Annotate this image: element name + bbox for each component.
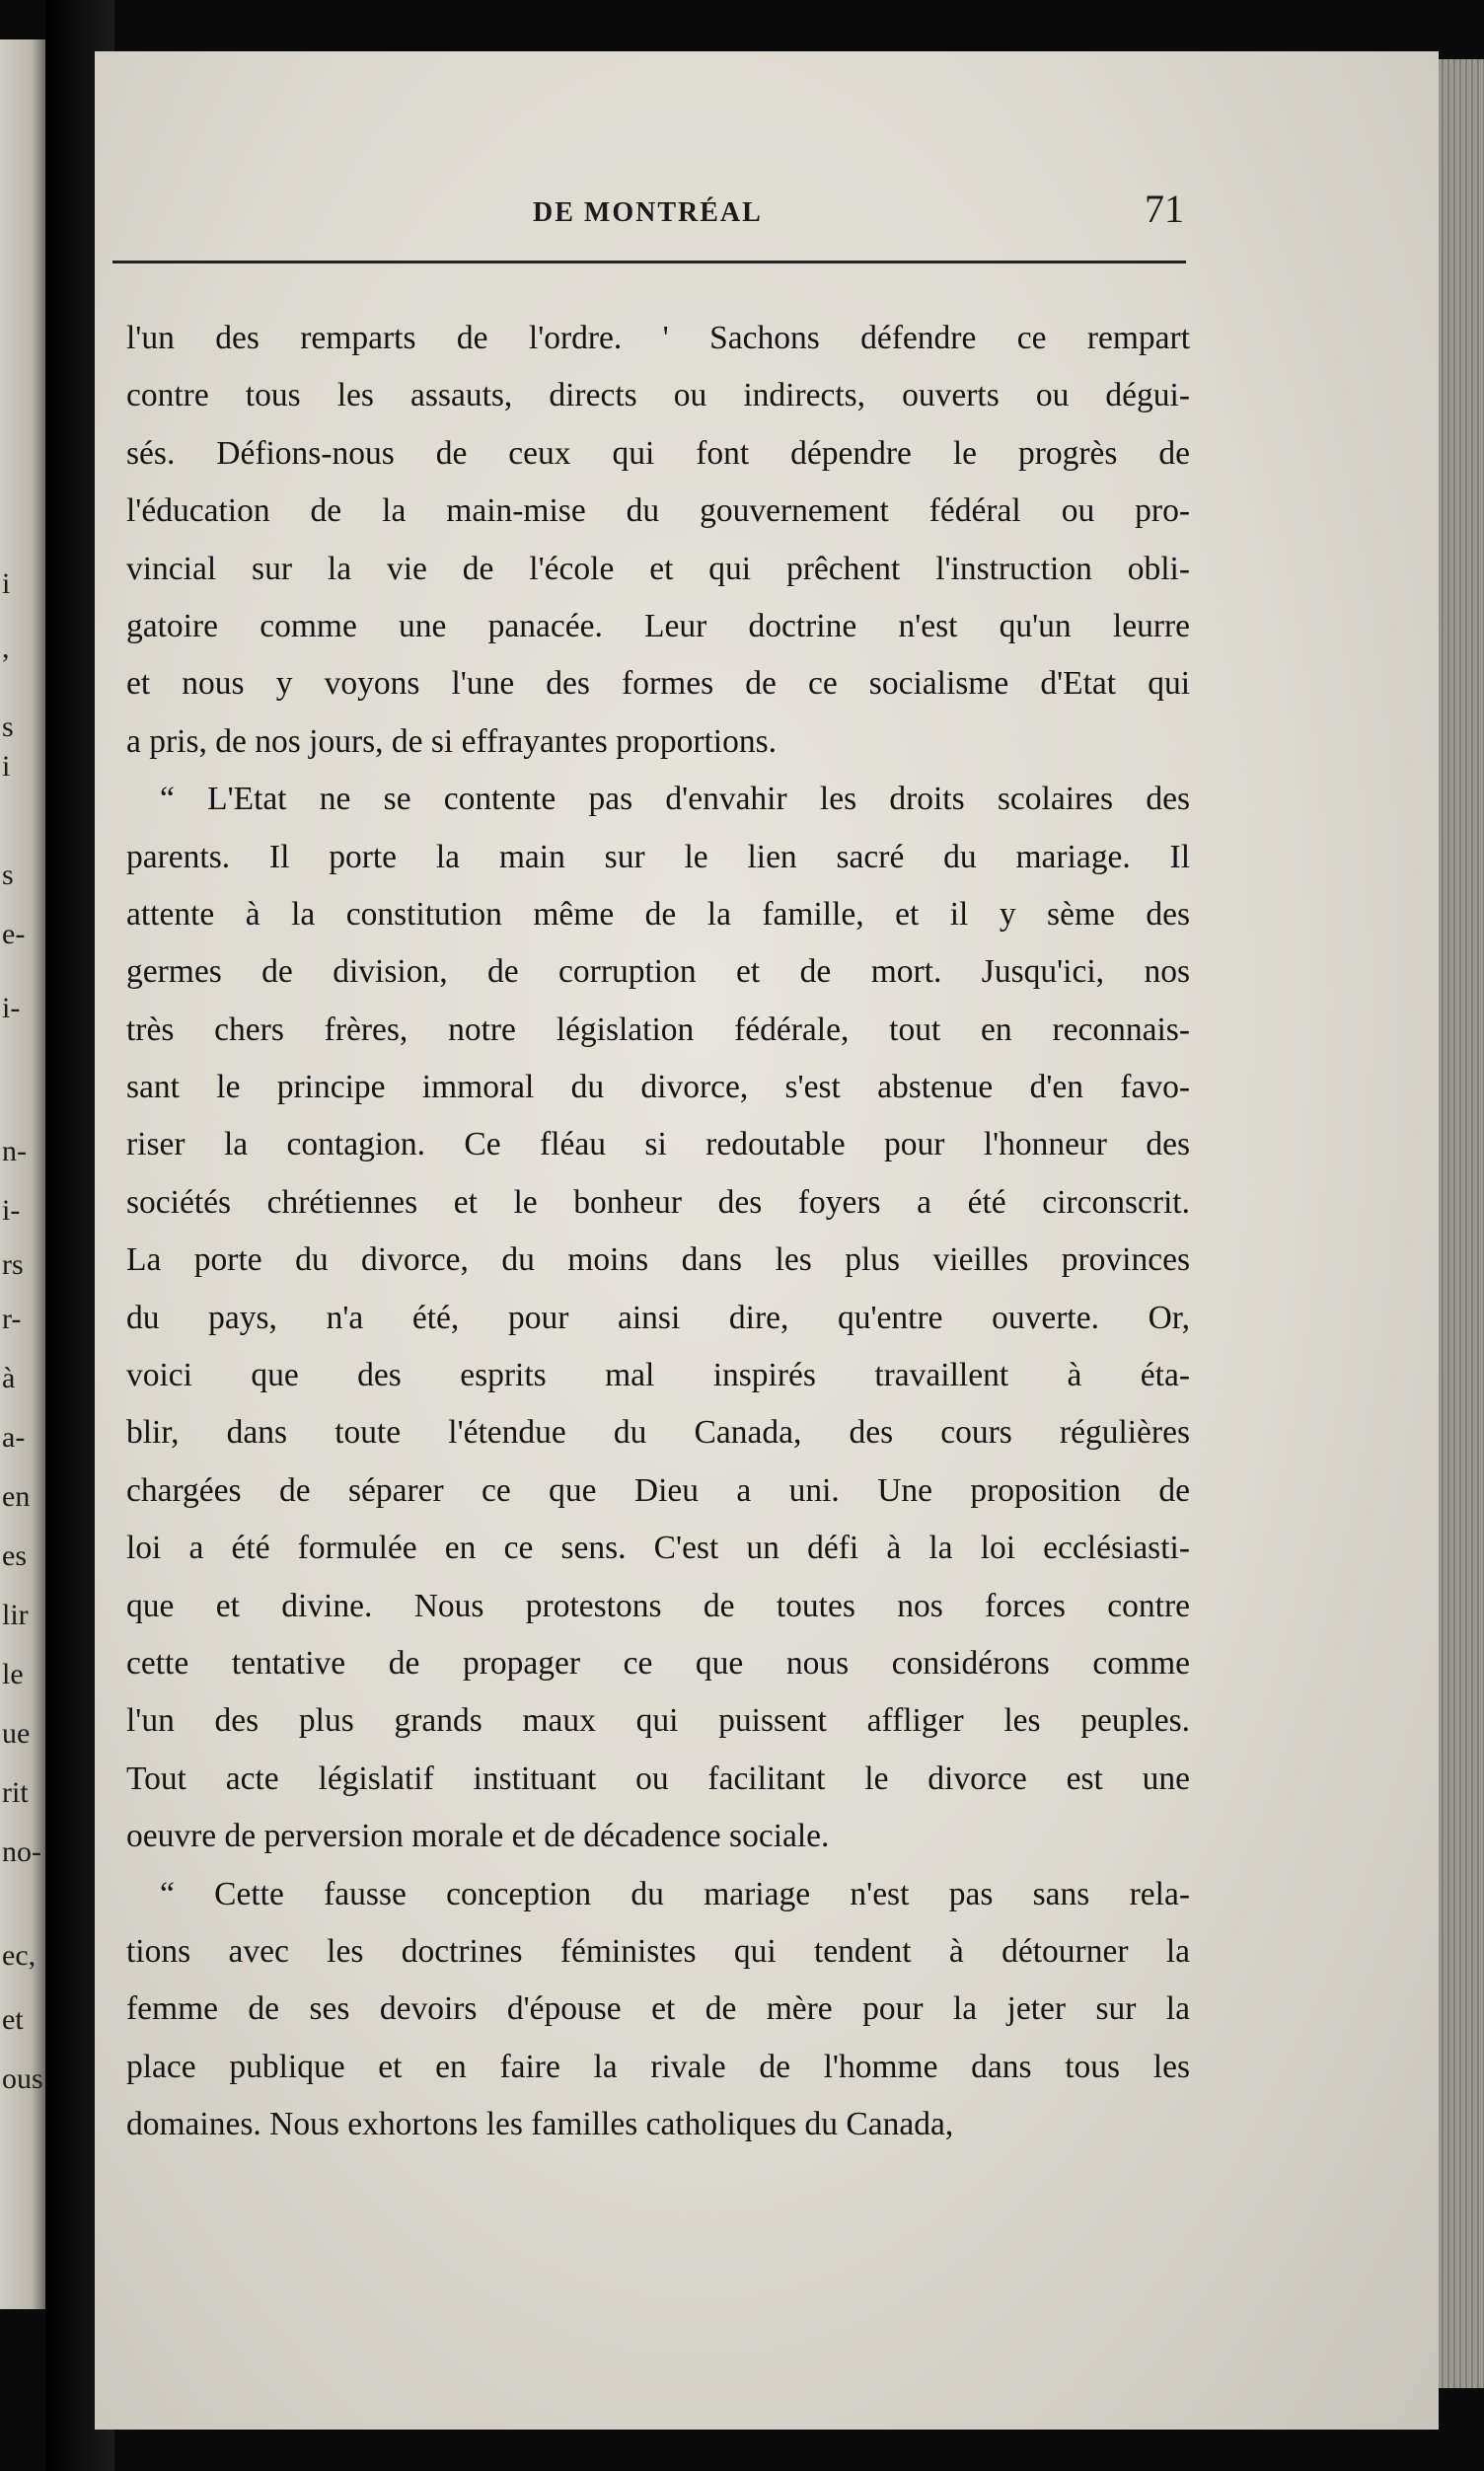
text-line: femme de ses devoirs d'épouse et de mère pour la jeter sur la: [126, 1990, 1190, 2028]
text-line: sant le principe immoral du divorce, s'est abstenue d'en favo-: [126, 1069, 1190, 1106]
header-rule: [112, 261, 1186, 263]
text-line: La porte du divorce, du moins dans les plus vieilles provinces: [126, 1241, 1190, 1279]
left-page-fragment: a-: [2, 1421, 26, 1454]
text-line: Tout acte législatif instituant ou facilitant le divorce est une: [126, 1760, 1190, 1797]
left-page-fragment: r-: [2, 1303, 22, 1335]
left-page-fragment: es: [2, 1539, 27, 1572]
text-line: place publique et en faire la rivale de l'homme dans tous les: [126, 2048, 1190, 2085]
text-line: riser la contagion. Ce fléau si redoutable pour l'honneur des: [126, 1126, 1190, 1163]
text-line: sés. Défions-nous de ceux qui font dépendre le progrès de: [126, 434, 1190, 472]
left-page-fragment: ue: [2, 1717, 31, 1750]
text-line: et nous y voyons l'une des formes de ce socialisme d'Etat qui: [126, 665, 1190, 703]
left-page-fragment: lir: [2, 1599, 29, 1631]
text-line: domaines. Nous exhortons les familles catholiques du Canada,: [126, 2106, 954, 2143]
text-line: l'un des plus grands maux qui puissent affliger les peuples.: [126, 1702, 1190, 1740]
text-line: que et divine. Nous protestons de toutes nos forces contre: [126, 1587, 1190, 1624]
text-line: attente à la constitution même de la famille, et il y sème des: [126, 895, 1190, 933]
text-line: germes de division, de corruption et de mort. Jusqu'ici, nos: [126, 953, 1190, 991]
page-header: [109, 180, 1184, 239]
text-line: très chers frères, notre législation fédérale, tout en reconnais-: [126, 1011, 1190, 1048]
text-line: tions avec les doctrines féministes qui tendent à détourner la: [126, 1932, 1190, 1970]
body-text: [126, 310, 1190, 2154]
left-page-fragment: à: [2, 1362, 16, 1394]
text-line: blir, dans toute l'étendue du Canada, des cours régulières: [126, 1414, 1190, 1452]
text-line: contre tous les assauts, directs ou indirects, ouverts ou dégui-: [126, 377, 1190, 414]
left-page-fragment: en: [2, 1480, 31, 1513]
text-line: parents. Il porte la main sur le lien sacré du mariage. Il: [126, 838, 1190, 875]
left-page-text-fragments: [0, 39, 45, 2309]
text-line: vincial sur la vie de l'école et qui prêchent l'instruction obli-: [126, 550, 1190, 587]
text-line: du pays, n'a été, pour ainsi dire, qu'entre ouverte. Or,: [126, 1299, 1190, 1336]
text-line: a pris, de nos jours, de si effrayantes proportions.: [126, 722, 778, 760]
left-page-fragment: i: [2, 567, 11, 600]
book-page: [95, 51, 1439, 2430]
text-line: oeuvre de perversion morale et de décadence sociale.: [126, 1818, 830, 1855]
left-page-fragment: i: [2, 750, 11, 783]
left-page-fragment: s: [2, 711, 14, 743]
left-page-fragment: ous: [2, 2062, 43, 2095]
text-line: l'un des remparts de l'ordre. ' Sachons défendre ce rempart: [126, 320, 1190, 356]
left-page-fragment: rs: [2, 1248, 24, 1281]
left-page-fragment: e-: [2, 918, 26, 950]
text-line: “ L'Etat ne se contente pas d'envahir les droits scolaires des: [160, 781, 1190, 818]
left-page-fragment: no-: [2, 1835, 41, 1868]
left-page-fragment: n-: [2, 1135, 27, 1167]
left-page-fragment: i-: [2, 992, 21, 1024]
left-page-fragment: ec,: [2, 1939, 37, 1972]
left-facing-page: [0, 39, 45, 2309]
left-page-fragment: le: [2, 1658, 24, 1690]
text-line: voici que des esprits mal inspirés travaillent à éta-: [126, 1357, 1190, 1394]
text-line: cette tentative de propager ce que nous considérons comme: [126, 1644, 1190, 1682]
text-line: chargées de séparer ce que Dieu a uni. Une proposition de: [126, 1471, 1190, 1509]
left-page-fragment: s: [2, 859, 14, 891]
running-title: DE MONTRÉAL: [533, 197, 763, 228]
left-page-fragment: ,: [2, 632, 10, 664]
text-line: loi a été formulée en ce sens. C'est un défi à la loi ecclésiasti-: [126, 1530, 1190, 1567]
left-page-fragment: et: [2, 2003, 24, 2036]
text-line: l'éducation de la main-mise du gouvernement fédéral ou pro-: [126, 492, 1190, 530]
text-line: gatoire comme une panacée. Leur doctrine n'est qu'un leurre: [126, 607, 1190, 644]
text-line: sociétés chrétiennes et le bonheur des foyers a été circonscrit.: [126, 1183, 1190, 1221]
text-line: “ Cette fausse conception du mariage n'est pas sans rela-: [160, 1875, 1190, 1912]
left-page-fragment: rit: [2, 1776, 29, 1809]
left-page-fragment: i-: [2, 1194, 21, 1227]
page-number: 71: [1145, 187, 1184, 231]
